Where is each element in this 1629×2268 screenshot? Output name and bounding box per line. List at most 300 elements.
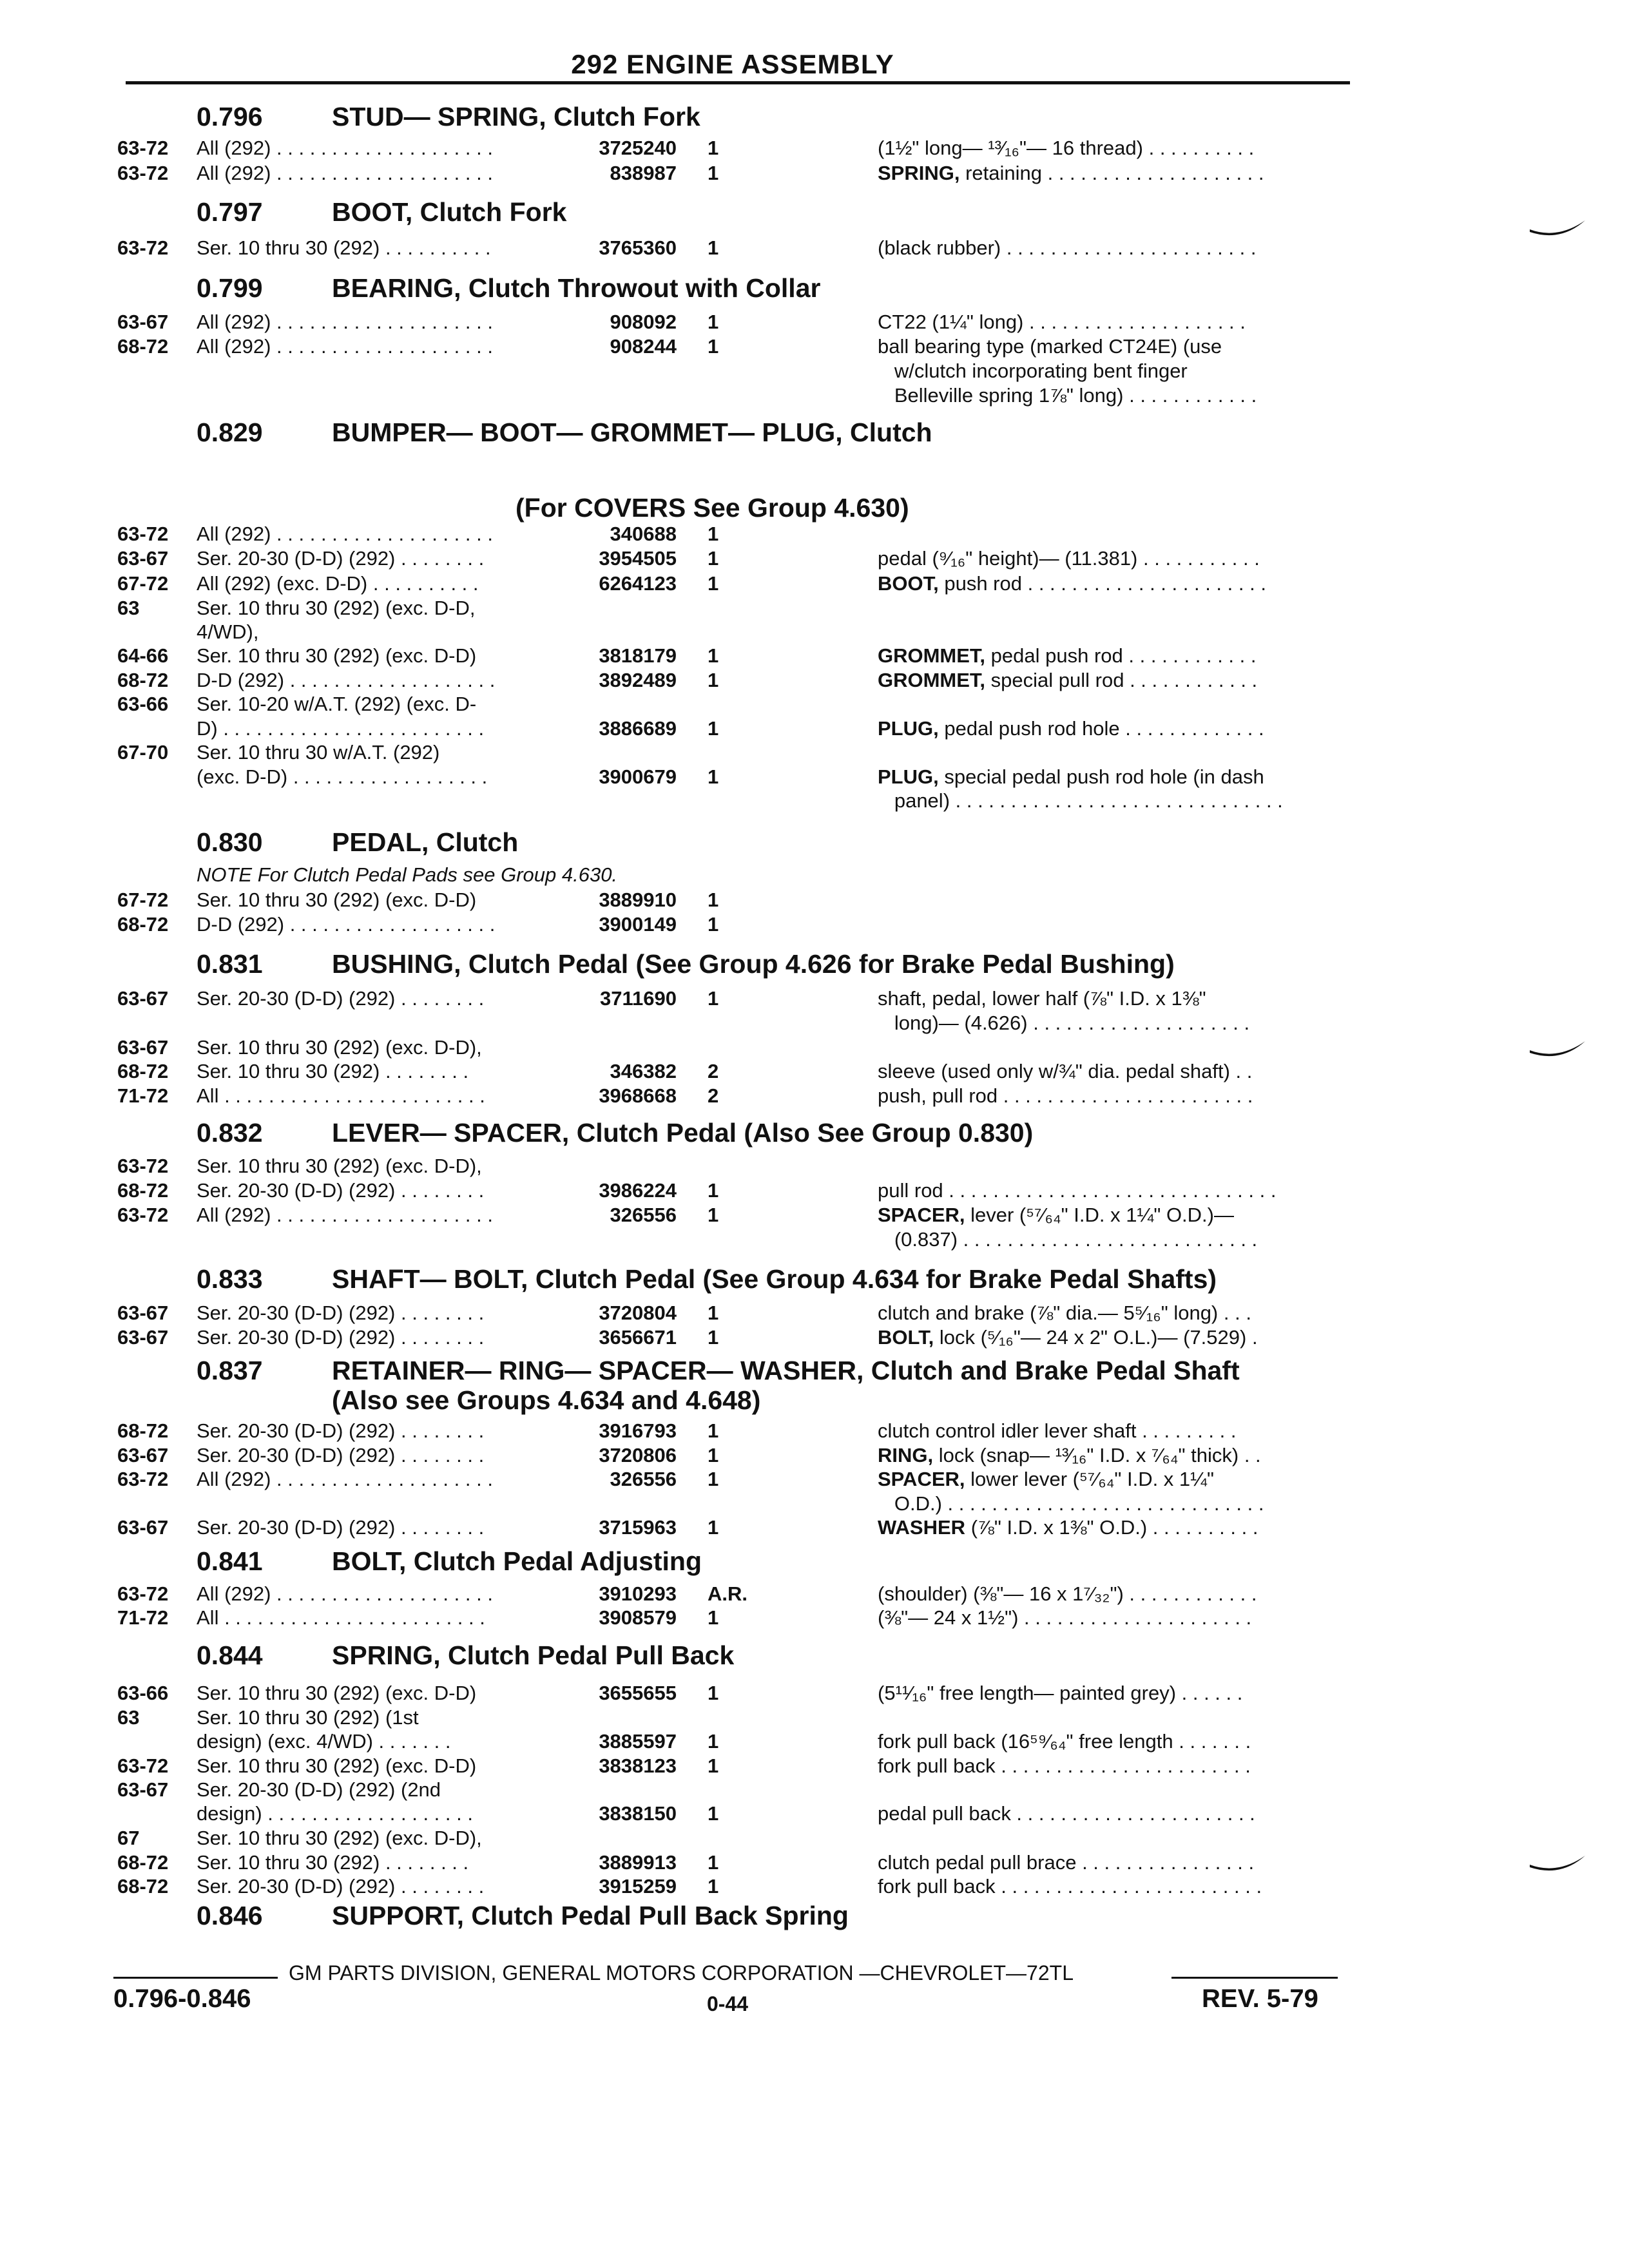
description [878,162,1348,185]
description [878,137,1348,160]
part-number: 3900149 [599,913,677,936]
model-years: 63-66 [117,693,169,715]
section-title: PEDAL, Clutch [332,827,519,857]
description [878,644,1348,668]
description-text: w/clutch incorporating bent finger [878,360,1188,382]
part-number: 908244 [610,335,677,358]
quantity: 1 [708,987,719,1010]
description [878,384,1348,407]
footer-revision: REV. 5-79 [1202,1984,1318,2013]
application: Ser. 20-30 (D-D) (292) . . . . . . . . [197,987,485,1010]
description [878,1682,1348,1705]
table-row [0,1012,1629,1037]
model-years: 63-72 [117,137,169,159]
model-years: 68-72 [117,669,169,691]
model-years: 63-67 [117,1326,169,1349]
part-number: 838987 [610,162,677,184]
quantity: 1 [708,1204,719,1226]
part-number: 908092 [610,311,677,333]
description-bold: SPACER, [878,1468,965,1490]
application: Ser. 10 thru 30 (292) (1st [197,1706,419,1729]
section-number: 0.796 [197,102,263,131]
model-years: 63-66 [117,1682,169,1704]
part-number: 3720804 [599,1302,677,1324]
model-years: 63-67 [117,1444,169,1466]
part-number: 3656671 [599,1326,677,1349]
description-text: sleeve (used only w/¾" dia. pedal shaft) . . [878,1060,1253,1082]
description [878,669,1348,692]
table-row [0,360,1629,385]
model-years: 63 [117,1706,140,1729]
application: Ser. 20-30 (D-D) (292) . . . . . . . . [197,1326,485,1349]
quantity: 1 [708,1302,719,1324]
quantity: 1 [708,311,719,333]
model-years: 63-72 [117,1582,169,1605]
application: Ser. 20-30 (D-D) (292) . . . . . . . . [197,1179,485,1202]
model-years: 64-66 [117,644,169,667]
table-row [0,1827,1629,1852]
part-number: 3892489 [599,669,677,691]
description-text: lower lever (⁵⁷⁄₆₄" I.D. x 1¼" [965,1468,1215,1490]
application: Ser. 10 thru 30 (292) (exc. D-D), [197,1827,482,1849]
table-row [0,1802,1629,1828]
description-bold: GROMMET, [878,644,986,667]
table-row [0,335,1629,361]
quantity: 1 [708,1802,719,1825]
description [878,987,1348,1010]
description-bold: BOOT, [878,572,939,595]
description [878,1875,1348,1898]
model-years: 63-72 [117,1204,169,1226]
model-years: 63-67 [117,1036,169,1059]
description-text: special pull rod . . . . . . . . . . . . [985,669,1258,691]
description [878,236,1348,260]
section-title: BOOT, Clutch Fork [332,197,567,227]
description [878,789,1348,812]
part-number: 3720806 [599,1444,677,1466]
part-number: 3715963 [599,1516,677,1539]
table-row [0,1492,1629,1518]
part-number: 3725240 [599,137,677,159]
application: All (292) . . . . . . . . . . . . . . . . . . . . [197,162,493,184]
section-title: LEVER— SPACER, Clutch Pedal (Also See Group 0.830) [332,1118,1034,1148]
quantity: 1 [708,1516,719,1539]
section-number: 0.799 [197,273,263,303]
application: All (292) . . . . . . . . . . . . . . . . . . . . [197,137,493,159]
description [878,1060,1348,1083]
description-text: clutch pedal pull brace . . . . . . . . . . . . . . . . [878,1851,1255,1874]
description-text: Belleville spring 1⅞" long) . . . . . . . . . . . . [878,384,1257,407]
description-text: retaining . . . . . . . . . . . . . . . . . . . . [959,162,1264,184]
description [878,765,1348,789]
table-row [0,162,1629,187]
description [878,1606,1348,1629]
description-text: clutch control idler lever shaft . . . . . . . . . [878,1419,1237,1442]
quantity: 1 [708,1754,719,1777]
description-text: (⅜"— 24 x 1½") . . . . . . . . . . . . . . . . . . . . . [878,1606,1252,1629]
quantity: 1 [708,1444,719,1466]
table-row [0,1060,1629,1086]
model-years: 71-72 [117,1606,169,1629]
table-row [0,1875,1629,1901]
table-row [0,137,1629,162]
description-bold: PLUG, [878,717,939,740]
description-text: lever (⁵⁷⁄₆₄" I.D. x 1¼" O.D.)— [965,1204,1234,1226]
footer-rule-right [1171,1977,1338,1979]
description [878,1444,1348,1467]
section-number: 0.829 [197,418,263,447]
application: Ser. 20-30 (D-D) (292) . . . . . . . . [197,547,485,570]
description-bold: SPACER, [878,1204,965,1226]
part-number: 3838123 [599,1754,677,1777]
quantity: A.R. [708,1582,747,1605]
description-bold: BOLT, [878,1326,934,1349]
header-rule [126,81,1350,84]
application: All (292) . . . . . . . . . . . . . . . . . . . . [197,1204,493,1226]
description-bold: RING, [878,1444,934,1466]
covers-subtitle: (For COVERS See Group 4.630) [516,493,909,523]
description [878,1582,1348,1606]
description [878,1179,1348,1202]
application: Ser. 10 thru 30 (292) (exc. D-D) [197,1754,477,1777]
part-number: 6264123 [599,572,677,595]
application: Ser. 10 thru 30 (292) . . . . . . . . . . [197,236,491,259]
quantity: 1 [708,1326,719,1349]
part-number: 3885597 [599,1730,677,1753]
quantity: 1 [708,1179,719,1202]
model-years: 68-72 [117,335,169,358]
table-row [0,597,1629,622]
part-number: 326556 [610,1468,677,1490]
footer-rule-left [113,1977,278,1979]
section-title: SPRING, Clutch Pedal Pull Back [332,1640,735,1670]
table-row [0,572,1629,598]
application: D) . . . . . . . . . . . . . . . . . . . . . . . . [197,717,485,740]
description-text: special pedal push rod hole (in dash [938,765,1264,788]
description [878,311,1348,334]
application: Ser. 20-30 (D-D) (292) (2nd [197,1778,441,1801]
application: Ser. 20-30 (D-D) (292) . . . . . . . . [197,1875,485,1898]
table-row [0,1179,1629,1205]
application: Ser. 20-30 (D-D) (292) . . . . . . . . [197,1516,485,1539]
table-row [0,236,1629,262]
section-title: SUPPORT, Clutch Pedal Pull Back Spring [332,1901,849,1930]
part-number: 3968668 [599,1084,677,1107]
application: Ser. 20-30 (D-D) (292) . . . . . . . . [197,1302,485,1324]
table-row [0,1036,1629,1062]
application: D-D (292) . . . . . . . . . . . . . . . . . . . [197,913,496,936]
quantity: 1 [708,1682,719,1704]
section-number: 0.846 [197,1901,263,1930]
description-text: push rod . . . . . . . . . . . . . . . . . . . . . . [938,572,1266,595]
description-text: pedal push rod . . . . . . . . . . . . [985,644,1257,667]
model-years: 63-72 [117,1754,169,1777]
part-number: 3908579 [599,1606,677,1629]
table-row [0,1326,1629,1352]
part-number: 3954505 [599,547,677,570]
footer-range: 0.796-0.846 [113,1984,251,2013]
application: Ser. 10 thru 30 (292) (exc. D-D), [197,1155,482,1177]
application: design) (exc. 4/WD) . . . . . . . [197,1730,451,1753]
description-text: pedal (⁹⁄₁₆" height)— (11.381) . . . . . . . . . . . [878,547,1260,570]
application: Ser. 10 thru 30 w/A.T. (292) [197,741,440,764]
application: All (292) . . . . . . . . . . . . . . . . . . . . [197,1582,493,1605]
quantity: 1 [708,889,719,911]
part-number: 3900679 [599,765,677,788]
section-number: 0.841 [197,1546,263,1576]
application: All (292) (exc. D-D) . . . . . . . . . . [197,572,479,595]
application: Ser. 10 thru 30 (292) (exc. D-D) [197,889,477,911]
quantity: 1 [708,1419,719,1442]
description-text: ball bearing type (marked CT24E) (use [878,335,1222,358]
table-row [0,523,1629,548]
description-text: (black rubber) . . . . . . . . . . . . . . . . . . . . . . . [878,236,1257,259]
description [878,717,1348,740]
part-number: 3986224 [599,1179,677,1202]
model-years: 63-67 [117,311,169,333]
application: Ser. 10 thru 30 (292) (exc. D-D) [197,1682,477,1704]
description [878,1754,1348,1778]
application: Ser. 10 thru 30 (292) . . . . . . . . [197,1060,469,1082]
description [878,1802,1348,1825]
model-years: 63-67 [117,1302,169,1324]
description-text: (0.837) . . . . . . . . . . . . . . . . . . . . . . . . . . . [878,1228,1258,1251]
description [878,360,1348,383]
quantity: 1 [708,547,719,570]
quantity: 1 [708,1875,719,1898]
quantity: 1 [708,644,719,667]
part-number: 3818179 [599,644,677,667]
model-years: 67 [117,1827,140,1849]
description-text: (shoulder) (⅜"— 16 x 1⁷⁄₃₂") . . . . . . . . . . . . [878,1582,1257,1605]
quantity: 1 [708,335,719,358]
application: Ser. 10 thru 30 (292) (exc. D-D, [197,597,476,619]
table-row [0,1084,1629,1110]
table-row [0,765,1629,791]
model-years: 63-67 [117,1778,169,1801]
section-title: STUD— SPRING, Clutch Fork [332,102,700,131]
section-number: 0.797 [197,197,263,227]
application: Ser. 20-30 (D-D) (292) . . . . . . . . [197,1419,485,1442]
model-years: 63-72 [117,523,169,545]
table-row [0,1444,1629,1470]
description-text: (1½" long— ¹³⁄₁₆"— 16 thread) . . . . . . . . . . [878,137,1255,159]
quantity: 1 [708,669,719,691]
description [878,1730,1348,1753]
table-row [0,384,1629,410]
description [878,572,1348,595]
model-years: 63-72 [117,236,169,259]
model-years: 68-72 [117,1851,169,1874]
application: Ser. 20-30 (D-D) (292) . . . . . . . . [197,1444,485,1466]
quantity: 1 [708,717,719,740]
model-years: 68-72 [117,1875,169,1898]
application: Ser. 10 thru 30 (292) (exc. D-D) [197,644,477,667]
section-title: SHAFT— BOLT, Clutch Pedal (See Group 4.634 for Brake Pedal Shafts) [332,1264,1217,1294]
description-text: lock (⁵⁄₁₆"— 24 x 2" O.L.)— (7.529) . [934,1326,1258,1349]
application: All (292) . . . . . . . . . . . . . . . . . . . . [197,311,493,333]
part-number: 3889910 [599,889,677,911]
application: Ser. 10 thru 30 (292) (exc. D-D), [197,1036,482,1059]
section-title: BUSHING, Clutch Pedal (See Group 4.626 for Brake Pedal Bushing) [332,949,1175,979]
quantity: 1 [708,765,719,788]
table-row [0,547,1629,573]
description [878,1204,1348,1227]
binder-mark [1528,1853,1586,1879]
table-row [0,311,1629,336]
binder-mark [1528,218,1586,244]
description-text: pedal pull back . . . . . . . . . . . . . . . . . . . . . . [878,1802,1255,1825]
table-row [0,1851,1629,1877]
table-row [0,889,1629,914]
quantity: 1 [708,236,719,259]
description-text: (5¹¹⁄₁₆" free length— painted grey) . . . . . . [878,1682,1243,1704]
part-number: 3765360 [599,236,677,259]
table-row [0,1516,1629,1542]
description [878,1326,1348,1349]
description-text: fork pull back . . . . . . . . . . . . . . . . . . . . . . . [878,1754,1251,1777]
footer-org: GM PARTS DIVISION, GENERAL MOTORS CORPORATION —CHEVROLET—72TL [289,1961,1074,1984]
model-years: 63 [117,597,140,619]
description [878,1012,1348,1035]
section-note: NOTE For Clutch Pedal Pads see Group 4.630. [197,863,618,886]
table-row [0,620,1629,646]
description-text: clutch and brake (⅞" dia.— 5⁵⁄₁₆" long) . . . [878,1302,1251,1324]
model-years: 63-72 [117,1468,169,1490]
table-row [0,1778,1629,1804]
application: D-D (292) . . . . . . . . . . . . . . . . . . . [197,669,496,691]
application: All (292) . . . . . . . . . . . . . . . . . . . . [197,523,493,545]
model-years: 63-67 [117,1516,169,1539]
application: design) . . . . . . . . . . . . . . . . . . . [197,1802,473,1825]
application: All . . . . . . . . . . . . . . . . . . . . . . . . [197,1084,485,1107]
quantity: 1 [708,523,719,545]
part-number: 3655655 [599,1682,677,1704]
section-number: 0.837 [197,1356,263,1385]
description [878,1419,1348,1443]
table-row [0,717,1629,743]
table-row [0,741,1629,767]
quantity: 1 [708,162,719,184]
description-text: lock (snap— ¹³⁄₁₆" I.D. x ⁷⁄₆₄" thick) . . [933,1444,1261,1466]
quantity: 1 [708,1468,719,1490]
page-title: 292 ENGINE ASSEMBLY [571,49,894,79]
description-text: long)— (4.626) . . . . . . . . . . . . . . . . . . . . [878,1012,1250,1034]
description-text: pull rod . . . . . . . . . . . . . . . . . . . . . . . . . . . . . . [878,1179,1277,1202]
table-row [0,1419,1629,1445]
section-number: 0.844 [197,1640,263,1670]
description [878,1492,1348,1515]
part-number: 346382 [610,1060,677,1082]
section-title: BUMPER— BOOT— GROMMET— PLUG, Clutch [332,418,932,447]
table-row [0,1302,1629,1327]
table-row [0,1155,1629,1180]
section-number: 0.830 [197,827,263,857]
description [878,335,1348,358]
model-years: 68-72 [117,1419,169,1442]
description [878,547,1348,570]
table-row [0,1582,1629,1608]
application: All (292) . . . . . . . . . . . . . . . . . . . . [197,1468,493,1490]
table-row [0,1682,1629,1707]
quantity: 2 [708,1084,719,1107]
binder-mark [1528,1039,1586,1064]
description-text: push, pull rod . . . . . . . . . . . . . . . . . . . . . . . [878,1084,1253,1107]
part-number: 3838150 [599,1802,677,1825]
table-row [0,1468,1629,1494]
quantity: 1 [708,1606,719,1629]
description-text: (⅞" I.D. x 1⅜" O.D.) . . . . . . . . . . [965,1516,1258,1539]
application: Ser. 10-20 w/A.T. (292) (exc. D- [197,693,477,715]
application: All . . . . . . . . . . . . . . . . . . . . . . . . [197,1606,485,1629]
section-number: 0.832 [197,1118,263,1148]
model-years: 63-67 [117,547,169,570]
description [878,1302,1348,1325]
section-title: BEARING, Clutch Throwout with Collar [332,273,821,303]
part-number: 3910293 [599,1582,677,1605]
model-years: 63-67 [117,987,169,1010]
table-row [0,987,1629,1013]
description-text: O.D.) . . . . . . . . . . . . . . . . . . . . . . . . . . . . . [878,1492,1264,1515]
description [878,1851,1348,1874]
part-number: 3889913 [599,1851,677,1874]
table-row [0,644,1629,670]
description-text: fork pull back . . . . . . . . . . . . . . . . . . . . . . . . [878,1875,1262,1898]
table-row [0,1754,1629,1780]
part-number: 340688 [610,523,677,545]
quantity: 1 [708,137,719,159]
table-row [0,669,1629,695]
table-row [0,1204,1629,1229]
application: All (292) . . . . . . . . . . . . . . . . . . . . [197,335,493,358]
quantity: 2 [708,1060,719,1082]
table-row [0,693,1629,718]
description-bold: GROMMET, [878,669,986,691]
application: (exc. D-D) . . . . . . . . . . . . . . . . . . [197,765,488,788]
description [878,1084,1348,1108]
quantity: 1 [708,572,719,595]
table-row [0,1228,1629,1254]
part-number: 3916793 [599,1419,677,1442]
quantity: 1 [708,1851,719,1874]
part-number: 3886689 [599,717,677,740]
model-years: 63-72 [117,1155,169,1177]
part-number: 3711690 [600,987,677,1010]
model-years: 67-72 [117,572,169,595]
description-bold: WASHER [878,1516,966,1539]
description [878,1468,1348,1491]
table-row [0,913,1629,939]
description [878,1516,1348,1539]
model-years: 67-70 [117,741,169,764]
description-text: panel) . . . . . . . . . . . . . . . . . . . . . . . . . . . . . . [878,789,1283,812]
description [878,1228,1348,1251]
section-title: BOLT, Clutch Pedal Adjusting [332,1546,702,1576]
model-years: 63-72 [117,162,169,184]
description-text: CT22 (1¼" long) . . . . . . . . . . . . . . . . . . . . [878,311,1246,333]
table-row [0,1606,1629,1632]
description-text: shaft, pedal, lower half (⅞" I.D. x 1⅜" [878,987,1206,1010]
part-number: 326556 [610,1204,677,1226]
model-years: 67-72 [117,889,169,911]
quantity: 1 [708,913,719,936]
part-number: 3915259 [599,1875,677,1898]
model-years: 68-72 [117,913,169,936]
description-text: fork pull back (16⁵⁹⁄₆₄" free length . . . . . . . [878,1730,1251,1753]
section-title: RETAINER— RING— SPACER— WASHER, Clutch and Brake Pedal Shaft [332,1356,1240,1385]
footer-page-number: 0-44 [707,1992,749,2015]
model-years: 71-72 [117,1084,169,1107]
